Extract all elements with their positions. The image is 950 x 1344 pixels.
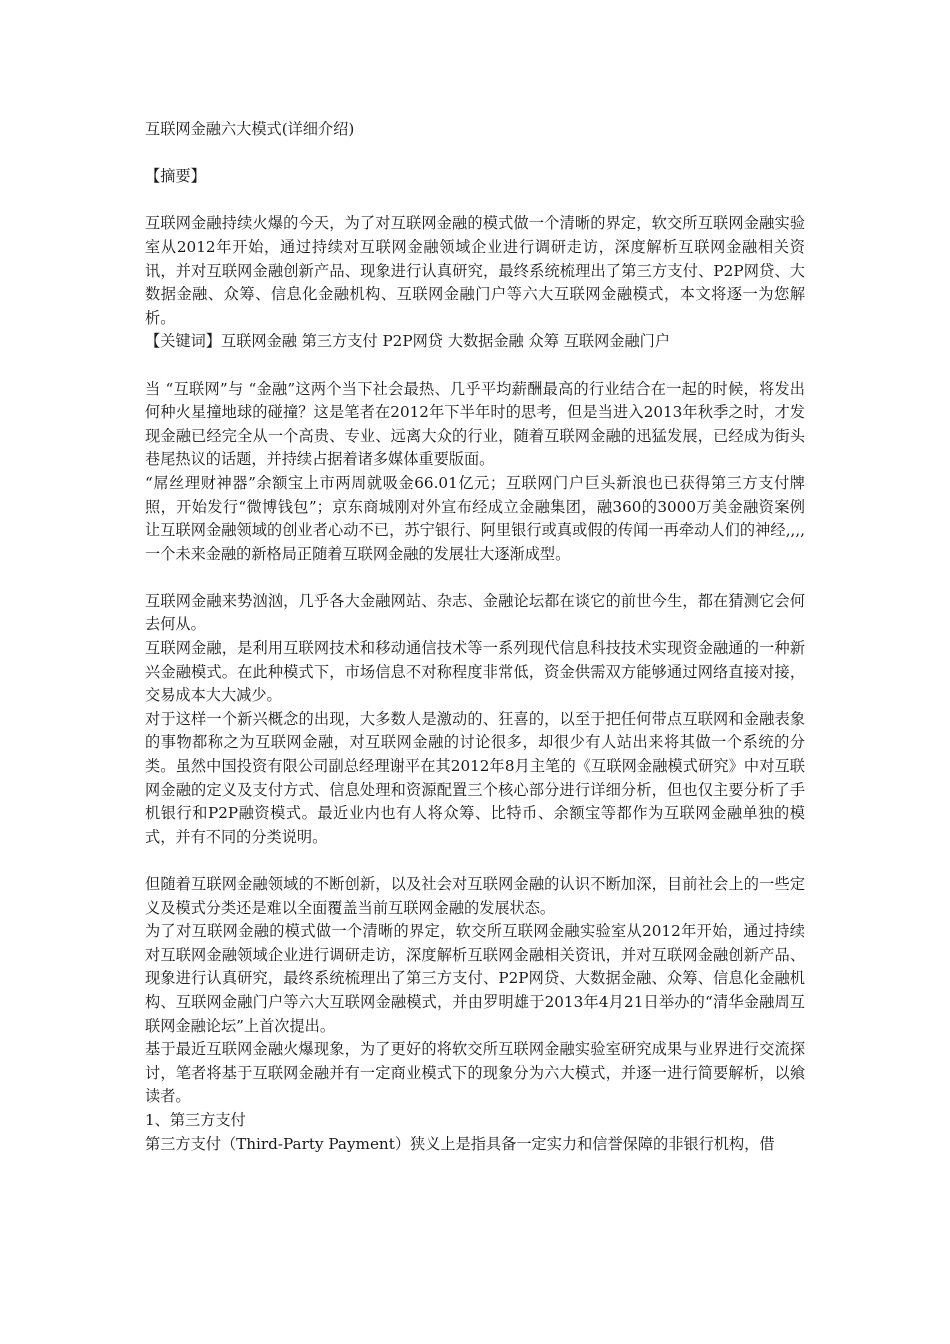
- keywords-line: 【关键词】互联网金融 第三方支付 P2P网贷 大数据金融 众筹 互联网金融门户: [145, 332, 671, 351]
- body-paragraph: 为了对互联网金融的模式做一个清晰的界定，软交所互联网金融实验室从2012年开始，通过持续对互联网金融领域企业进行调研走访，深度解析互联网金融相关资讯，并对互联网金融创新产品、现象进行认真研究，最终系统梳理出了第三方支付、P2P网贷、大数据金融、众筹、信息化金融机构、互联网金融门户等六大互联网金融模式，并由罗明雄于2013年4月21日举办的“清华金融周互联网金融论坛”上首次提出。: [145, 922, 805, 1035]
- body-paragraph: 互联网金融来势汹汹，几乎各大金融网站、杂志、金融论坛都在谈它的前世今生，都在猜测它会何去何从。: [145, 591, 805, 634]
- blank-line: [145, 566, 805, 590]
- section-paragraph: 第三方支付（Third-Party Payment）狭义上是指具备一定实力和信誉保障的非银行机构，借: [145, 1134, 775, 1153]
- body-paragraph: 互联网金融，是利用互联网技术和移动通信技术等一系列现代信息科技技术实现资金融通的一种新兴金融模式。在此种模式下，市场信息不对称程度非常低，资金供需双方能够通过网络直接对接，交易成本大大减少。: [145, 639, 805, 705]
- body-paragraph: “屌丝理财神器”余额宝上市两周就吸金66.01亿元；互联网门户巨头新浪也已获得第三方支付牌照，开始发行“微博钱包”；京东商城刚对外宣布经成立金融集团，融360的3000万美金融资案例让互联网金融领域的创业者心动不已，苏宁银行、阿里银行或真或假的传闻一再牵动人们的神经,,,,一个未来金融的新格局正随着互联网金融的发展壮大逐渐成型。: [145, 473, 805, 563]
- document-title: 互联网金融六大模式(详细介绍): [145, 120, 355, 138]
- body-paragraph: 当 “互联网”与 “金融”这两个当下社会最热、几乎平均薪酬最高的行业结合在一起的时候，将发出何种火星撞地球的碰撞？这是笔者在2012年下半年时的思考，但是当进入2013年秋季之时，才发现金融已经完全从一个高贵、专业、远离大众的行业，随着互联网金融的迅猛发展，已经成为街头巷尾热议的话题，并持续占据着诸多媒体重要版面。: [145, 379, 805, 469]
- body-paragraph: 对于这样一个新兴概念的出现，大多数人是激动的、狂喜的，以至于把任何带点互联网和金融表象的事物都称之为互联网金融，对互联网金融的讨论很多，却很少有人站出来将其做一个系统的分类。虽然中国投资有限公司副总经理谢平在其2012年8月主笔的《互联网金融模式研究》中对互联网金融的定义及支付方式、信息处理和资源配置三个核心部分进行详细分析，但也仅主要分析了手机银行和P2P融资模式。最近业内也有人将众筹、比特币、余额宝等都作为互联网金融单独的模式，并有不同的分类说明。: [145, 709, 805, 846]
- document-body: [145, 118, 805, 1156]
- body-paragraph: 但随着互联网金融领域的不断创新，以及社会对互联网金融的认识不断加深，目前社会上的一些定义及模式分类还是难以全面覆盖当前互联网金融的发展状态。: [145, 875, 805, 917]
- abstract-heading: 【摘要】: [145, 167, 206, 186]
- abstract-paragraph: 互联网金融持续火爆的今天，为了对互联网金融的模式做一个清晰的界定，软交所互联网金融实验室从2012年开始，通过持续对互联网金融领域企业进行调研走访，深度解析互联网金融相关资讯，并对互联网金融创新产品、现象进行认真研究，最终系统梳理出了第三方支付、P2P网贷、大数据金融、众筹、信息化金融机构、互联网金融门户等六大互联网金融模式，本文将逐一为您解析。: [145, 214, 805, 327]
- blank-line: [145, 142, 805, 166]
- blank-line: [145, 189, 805, 213]
- body-paragraph: 基于最近互联网金融火爆现象，为了更好的将软交所互联网金融实验室研究成果与业界进行交流探讨，笔者将基于互联网金融并有一定商业模式下的现象分为六大模式，并逐一进行简要解析，以飨读者。: [145, 1040, 805, 1106]
- blank-line: [145, 849, 805, 873]
- section-heading: 1、第三方支付: [145, 1110, 246, 1129]
- blank-line: [145, 354, 805, 378]
